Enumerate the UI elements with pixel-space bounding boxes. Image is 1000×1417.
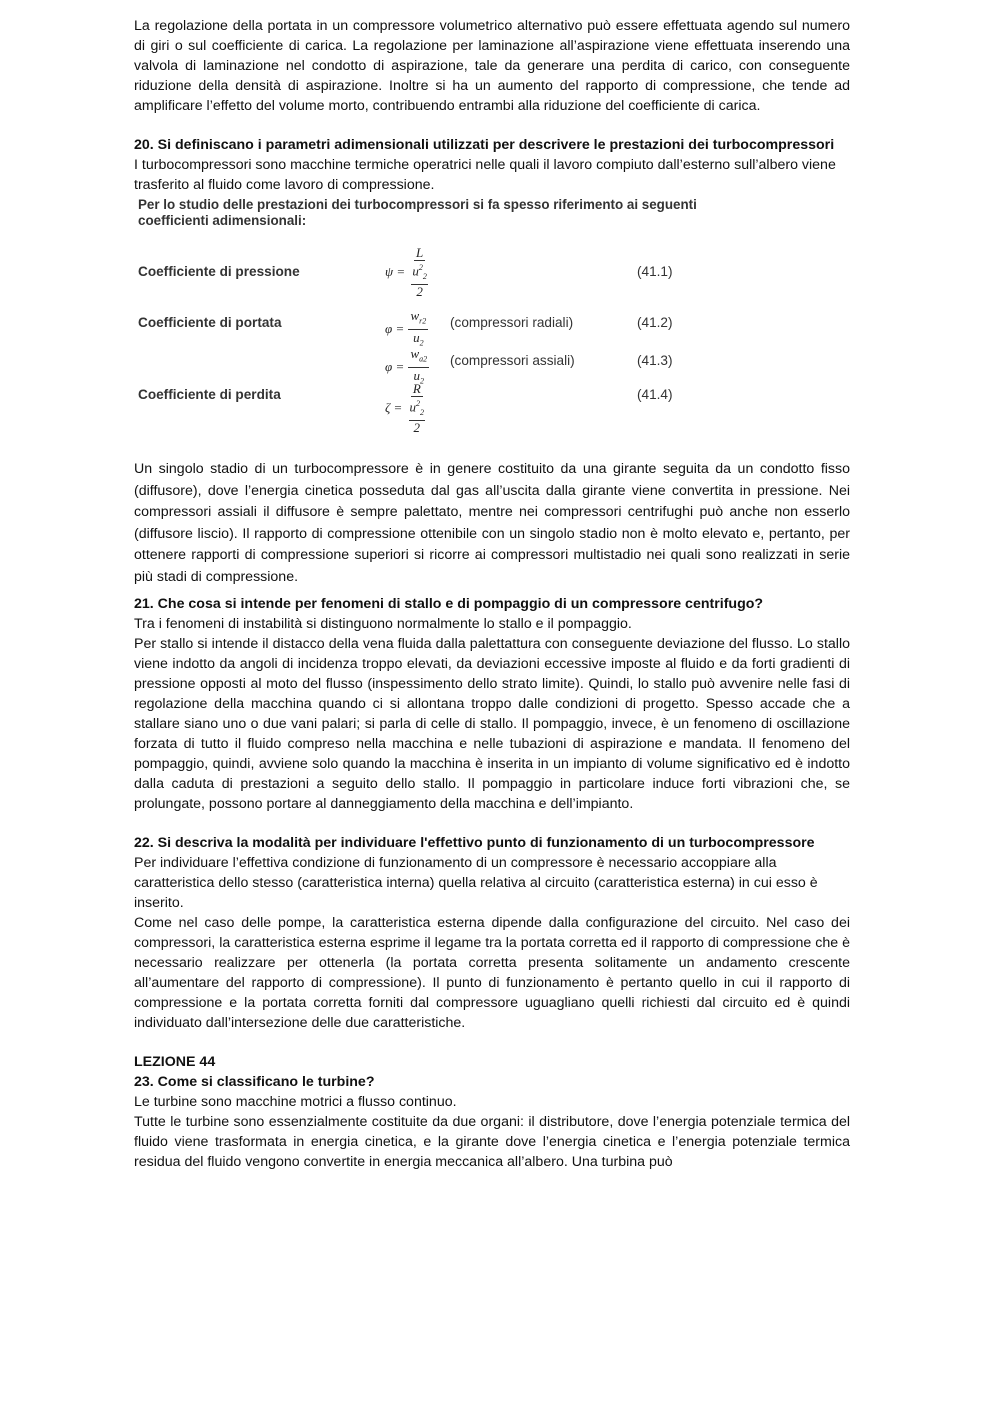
figure-row-name: Coefficiente di pressione: [138, 264, 300, 279]
figure-row-name: Coefficiente di portata: [138, 315, 282, 330]
equation-number: (41.3): [637, 353, 673, 368]
q21-paragraph-2: Per stallo si intende il distacco della vena fluida dalla palettattura con conseguente deviazione del flusso. Lo stallo viene indotto da angoli di incidenza troppo elevati, da deviazioni eccessive imposte al fluido e da forti gradienti di pressione opposti al moto del flusso (inspessimento dello strato limite). Quindi, lo stallo può avvenire nelle fasi di regolazione della macchina quando ci si allontana troppo dalle condizioni di progetto. Spesso accade che a stallare siano uno o due vani palari; si parla di celle di stallo. Il pompaggio, invece, è un fenomeno di oscillazione forzata di tutto il fluido compreso nella macchina e nelle tubazioni di aspirazione e mandata. Il fenomeno del pompaggio, quindi, avviene solo quando la macchina è inserita in un impianto di volume significativo ed è indotto dalla caduta di prestazioni a seguito dello stallo. Il pompaggio in particolare induce forti vibrazioni che, se prolungate, possono portare al danneggiamento della macchina e dell’impianto.: [134, 636, 850, 812]
q21-heading: 21. Che cosa si intende per fenomeni di stallo e di pompaggio di un compressore centrifugo?: [134, 596, 764, 612]
intro-paragraph: La regolazione della portata in un compressore volumetrico alternativo può essere effettuata agendo sul numero di giri o sul coefficiente di carica. La regolazione per laminazione all’aspirazione viene effettuata inserendo una valvola di laminazione nel condotto di aspirazione, tale da generare una perdita di carico, con conseguente riduzione della densità di aspirazione. Inoltre si ha un aumento del rapporto di compressione, che tende ad amplificare l’effetto del volume morto, contribuendo entrambi alla riduzione del coefficiente di carica.: [134, 18, 850, 114]
formula-note: (compressori radiali): [450, 315, 574, 330]
q23-heading: 23. Come si classificano le turbine?: [134, 1074, 375, 1090]
equation-number: (41.2): [637, 315, 673, 330]
flow-axial-formula: φ = $\frac{w_{a2}}{u_2}$: [385, 346, 428, 386]
equation-number: (41.1): [637, 264, 673, 279]
loss-formula: ζ = $\frac{R}{\frac{u^2_2}{2}}$: [385, 381, 425, 435]
figure-row-loss: [138, 383, 698, 435]
q21-paragraph-1: Tra i fenomeni di instabilità si distinguono normalmente lo stallo e il pompaggio.: [134, 616, 632, 632]
q23-paragraph-2: Tutte le turbine sono essenzialmente costituite da due organi: il distributore, dove l’energia potenziale termica del fluido viene trasformata in energia cinetica, e la girante dove l’energia cinetica e l’energia potenziale termica residua del fluido vengono convertite in energia meccanica all’albero. Una turbina può: [134, 1114, 850, 1170]
equation-number: (41.4): [637, 387, 673, 402]
q20-heading: 20. Si definiscano i parametri adimensionali utilizzati per descrivere le prestazioni dei turbocompressori: [134, 137, 835, 153]
q22-paragraph-1: Per individuare l’effettiva condizione di funzionamento di un compressore è necessario accoppiare alla caratteristica dello stesso (caratteristica interna) quella relativa al circuito (caratteristica esterna) in cui esso è inserito.: [134, 855, 818, 911]
formula-note: (compressori assiali): [450, 353, 575, 368]
q20-paragraph-2: Un singolo stadio di un turbocompressore è in genere costituito da una girante seguita da un condotto fisso (diffusore), dove l’energia cinetica posseduta dal gas all’uscita dalla girante viene convertita in pressione. Nei compressori assiali il diffusore è sempre palettato, mentre nei compressori centrifughi può anche non esserlo (diffusore liscio). Il rapporto di compressione ottenibile con un singolo stadio non è molto elevato e, pertanto, per ottenere rapporti di compressione superiori si ricorre ai compressori multistadio nei quali sono realizzati in serie più stadi di compressione.: [134, 461, 850, 585]
figure-intro: Per lo studio delle prestazioni dei turbocompressori si fa spesso riferimento ai seguenti coefficienti adimensionali:: [138, 197, 697, 228]
q22-paragraph-2: Come nel caso delle pompe, la caratteristica esterna dipende dalla configurazione del circuito. Nel caso dei compressori, la caratteristica esterna esprime il legame tra la portata corretta ed il rapporto di compressione che è necessario realizzare per ottenerla (la portata corretta presenta solitamente un andamento crescente all’aumentare del rapporto di compressione). Il punto di funzionamento è pertanto quello in cui il rapporto di compressione e la portata corretta forniti dal compressore uguagliano quelli richiesti dal circuito ed è quindi individuato dall’intersezione delle due caratteristiche.: [134, 915, 850, 1031]
figure-row-name: Coefficiente di perdita: [138, 387, 281, 402]
q22-heading: 22. Si descriva la modalità per individuare l'effettivo punto di funzionamento di un turbocompressore: [134, 835, 815, 851]
lesson-title: LEZIONE 44: [134, 1054, 216, 1070]
q20-paragraph: I turbocompressori sono macchine termiche operatrici nelle quali il lavoro compiuto dall’esterno sull’albero viene trasferito al fluido come lavoro di compressione.: [134, 157, 836, 193]
flow-radial-formula: φ = $\frac{w_{r2}}{u_2}$: [385, 308, 427, 348]
pressure-formula: ψ = $\frac{L}{\frac{u^2_2}{2}}$: [385, 245, 427, 299]
q23-paragraph-1: Le turbine sono macchine motrici a flusso continuo.: [134, 1094, 457, 1110]
document-page: [134, 16, 850, 1172]
figure-row-pressure: [138, 245, 698, 297]
coefficients-figure: [138, 195, 698, 453]
